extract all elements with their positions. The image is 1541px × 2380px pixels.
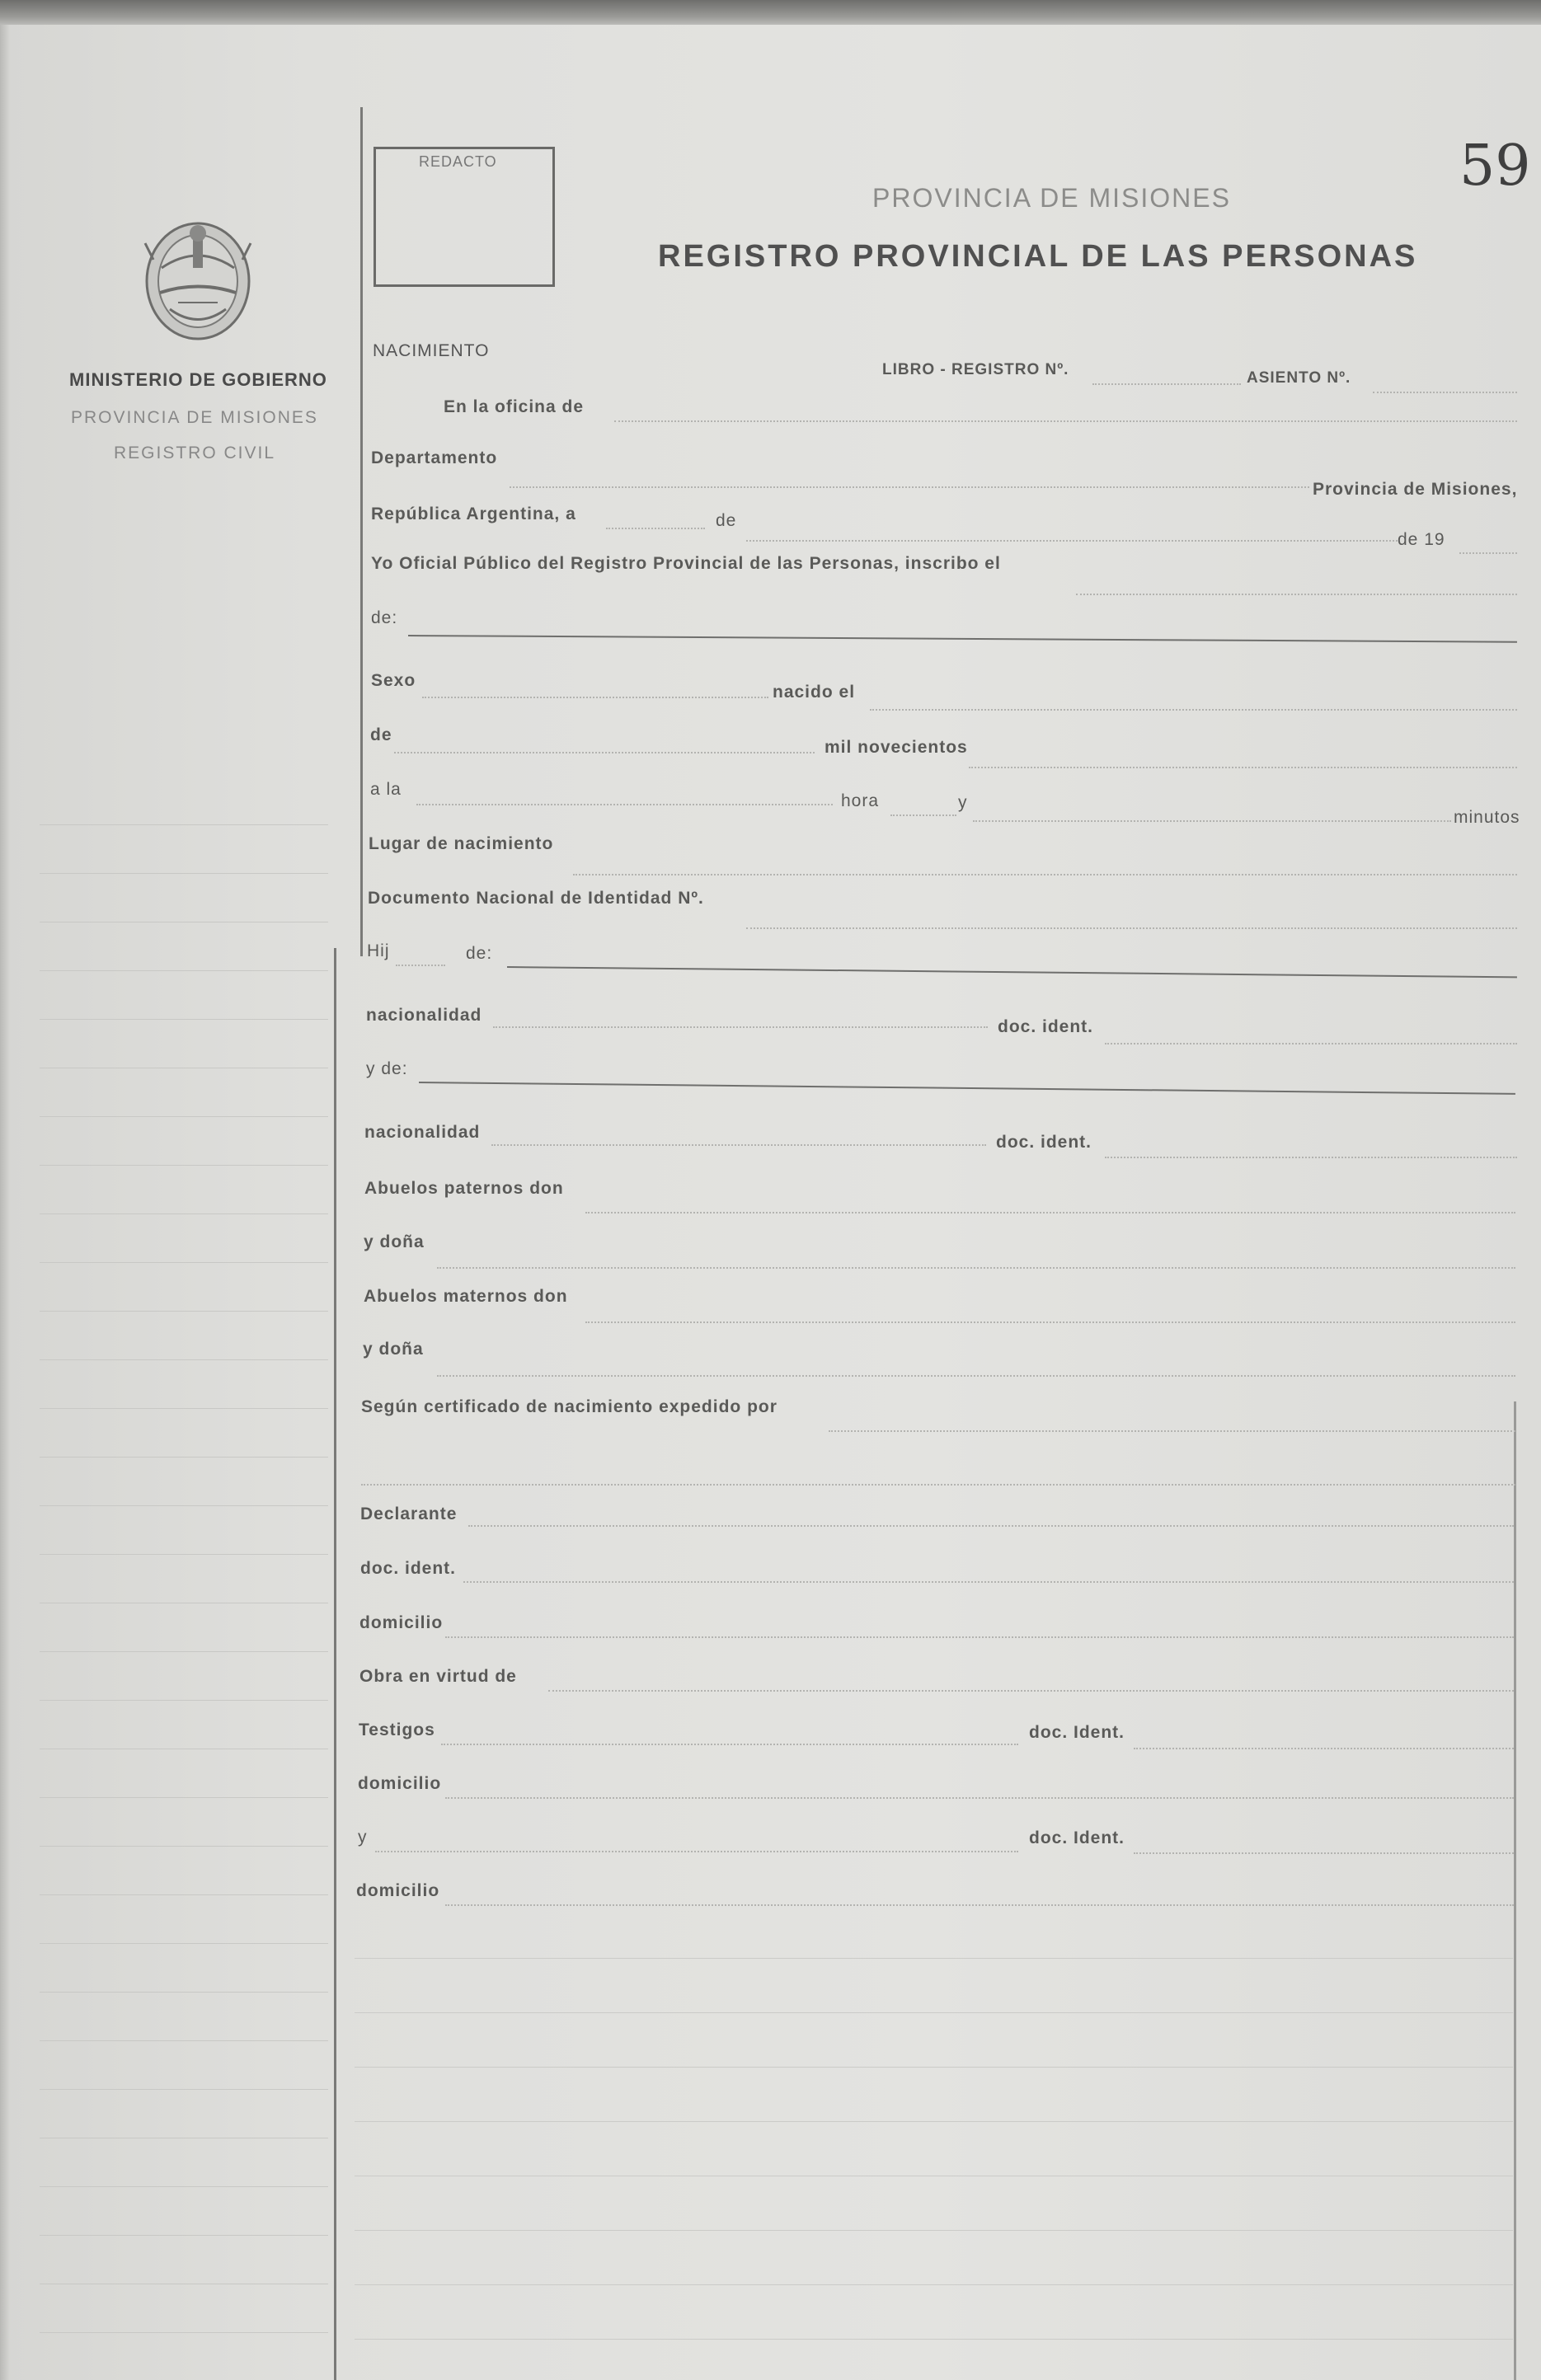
departamento-field[interactable] [510,486,1309,488]
ministry-province: PROVINCIA DE MISIONES [71,408,318,427]
hora-field[interactable] [890,814,956,816]
doc-ident-3-field[interactable] [463,1581,1514,1583]
margin-rule [40,1651,328,1652]
nacionalidad-2-field[interactable] [491,1144,986,1146]
right-vertical-rule [1514,1401,1516,2380]
segun-certificado-field[interactable] [829,1430,1515,1432]
segun-certificado-label: Según certificado de nacimiento expedido por [361,1397,778,1416]
de-label: de [716,511,737,530]
de-2-field[interactable] [394,752,815,753]
hora-label: hora [841,791,880,810]
de-colon-label: de: [371,608,398,627]
margin-rule [40,1116,328,1117]
lower-vertical-rule [334,948,336,2380]
minutos-field[interactable] [973,820,1451,822]
nacionalidad-label: nacionalidad [366,1006,482,1025]
margin-rule [40,1262,328,1263]
republica-label: República Argentina, a [371,505,576,523]
minutos-label: minutos [1454,808,1520,827]
registry-title: REGISTRO PROVINCIAL DE LAS PERSONAS [658,239,1418,274]
margin-rule [40,1311,328,1312]
margin-rule [40,1554,328,1555]
margin-rule [40,1505,328,1506]
province-heading: PROVINCIA DE MISIONES [872,183,1231,213]
doc-ident-5-field[interactable] [1134,1852,1514,1854]
domicilio-3-field[interactable] [445,1904,1514,1906]
margin-rule [40,873,328,874]
margin-rule [40,2040,328,2041]
oficial-text: Yo Oficial Público del Registro Provincial de las Personas, inscribo el [371,554,1001,573]
de-19-label: de 19 [1398,530,1445,549]
margin-rule [40,2332,328,2333]
abuelos-paternos-field[interactable] [585,1212,1515,1213]
testigos-field[interactable] [441,1744,1018,1745]
doc-ident-label: doc. ident. [998,1017,1093,1036]
asiento-field[interactable] [1373,392,1517,393]
declarante-label: Declarante [360,1505,458,1523]
doc-ident-4-field[interactable] [1134,1748,1514,1749]
dia-field[interactable] [606,528,705,529]
margin-rule [40,2186,328,2187]
segun-certificado-field-2[interactable] [361,1484,1515,1486]
margin-rule [40,1797,328,1798]
a-la-field[interactable] [416,804,833,805]
doc-ident-2-field[interactable] [1105,1157,1517,1158]
mes-field[interactable] [746,540,1398,542]
abuelos-paternos-label: Abuelos paternos don [364,1179,564,1198]
hij-label: Hij [367,941,390,960]
libro-registro-label: LIBRO - REGISTRO Nº. [882,361,1069,378]
provincial-coat-of-arms-icon [137,210,259,346]
redacto-stamp-box [374,147,555,287]
nacionalidad-2-label: nacionalidad [364,1123,481,1142]
doc-ident-4-label: doc. Ident. [1029,1723,1125,1742]
blank-rule [355,1958,1513,1959]
mil-novecientos-field[interactable] [969,767,1517,768]
de-2-label: de [370,725,392,744]
blank-rule [355,2121,1513,2122]
margin-rule [40,1700,328,1701]
nacido-el-field[interactable] [870,709,1517,711]
mil-novecientos-label: mil novecientos [825,738,968,757]
margin-rule [40,1165,328,1166]
blank-rule [355,2230,1513,2231]
margin-rule [40,2089,328,2090]
margin-rule [40,1457,328,1458]
obra-label: Obra en virtud de [359,1667,517,1686]
y-dona-1-field[interactable] [437,1267,1515,1269]
asiento-label: ASIENTO Nº. [1247,369,1351,387]
doc-ident-3-label: doc. ident. [360,1559,456,1578]
domicilio-2-label: domicilio [358,1774,442,1793]
lugar-label: Lugar de nacimiento [369,834,554,853]
declarante-field[interactable] [468,1525,1514,1527]
a-la-label: a la [370,780,402,799]
margin-rule [40,1943,328,1944]
ministry-name: MINISTERIO DE GOBIERNO [69,369,327,390]
domicilio-2-field[interactable] [445,1797,1514,1799]
obra-field[interactable] [548,1690,1514,1692]
lugar-field[interactable] [573,874,1517,875]
blank-rule [355,2012,1513,2013]
provincia-misiones-label: Provincia de Misiones, [1313,480,1518,499]
de-hij-label: de: [466,944,493,963]
doc-ident-field[interactable] [1105,1043,1517,1044]
doc-ident-2-label: doc. ident. [996,1133,1092,1152]
abuelos-maternos-field[interactable] [585,1321,1515,1323]
margin-rule [40,1213,328,1214]
margin-rule [40,1992,328,1993]
ministry-office: REGISTRO CIVIL [114,444,276,462]
paper-left-edge [0,25,10,2380]
sexo-label: Sexo [371,671,416,690]
anio-field[interactable] [1459,552,1517,554]
testigos-label: Testigos [359,1720,435,1739]
domicilio-1-field[interactable] [445,1636,1514,1638]
dni-field[interactable] [746,927,1517,929]
margin-rule [40,1846,328,1847]
act-type-label: NACIMIENTO [373,341,490,360]
y-label: y [958,793,968,812]
departamento-label: Departamento [371,448,498,467]
dni-label: Documento Nacional de Identidad Nº. [368,889,704,908]
margin-rule [40,970,328,971]
y-2-label: y [358,1828,368,1847]
margin-rule [40,2235,328,2236]
page-number: 59 [1459,134,1531,199]
y-dona-1-label: y doña [364,1232,425,1251]
doc-ident-5-label: doc. Ident. [1029,1828,1125,1847]
libro-registro-field[interactable] [1092,383,1241,385]
sexo-field[interactable] [422,697,768,698]
hij-suffix-field[interactable] [396,965,445,966]
upper-vertical-rule [360,107,363,956]
margin-rule [40,1359,328,1360]
domicilio-3-label: domicilio [356,1881,440,1900]
nacionalidad-field[interactable] [493,1026,988,1028]
blank-rule [355,2284,1513,2285]
oficina-field[interactable] [614,420,1517,422]
y-dona-2-label: y doña [363,1340,424,1359]
y-dona-2-field[interactable] [437,1375,1515,1377]
y-2-field[interactable] [375,1851,1018,1852]
page-top-edge [0,0,1541,28]
inscribo-field[interactable] [1076,594,1517,595]
margin-rule [40,1408,328,1409]
nacido-el-label: nacido el [773,683,856,702]
margin-rule [40,824,328,825]
abuelos-maternos-label: Abuelos maternos don [364,1287,568,1306]
y-de-label: y de: [366,1059,408,1078]
redacto-label: REDACTO [419,153,497,170]
blank-rule [355,2067,1513,2068]
blank-rule [355,2339,1513,2340]
margin-rule [40,1019,328,1020]
oficina-label: En la oficina de [444,397,585,416]
domicilio-1-label: domicilio [359,1613,444,1632]
margin-rule [40,1894,328,1895]
